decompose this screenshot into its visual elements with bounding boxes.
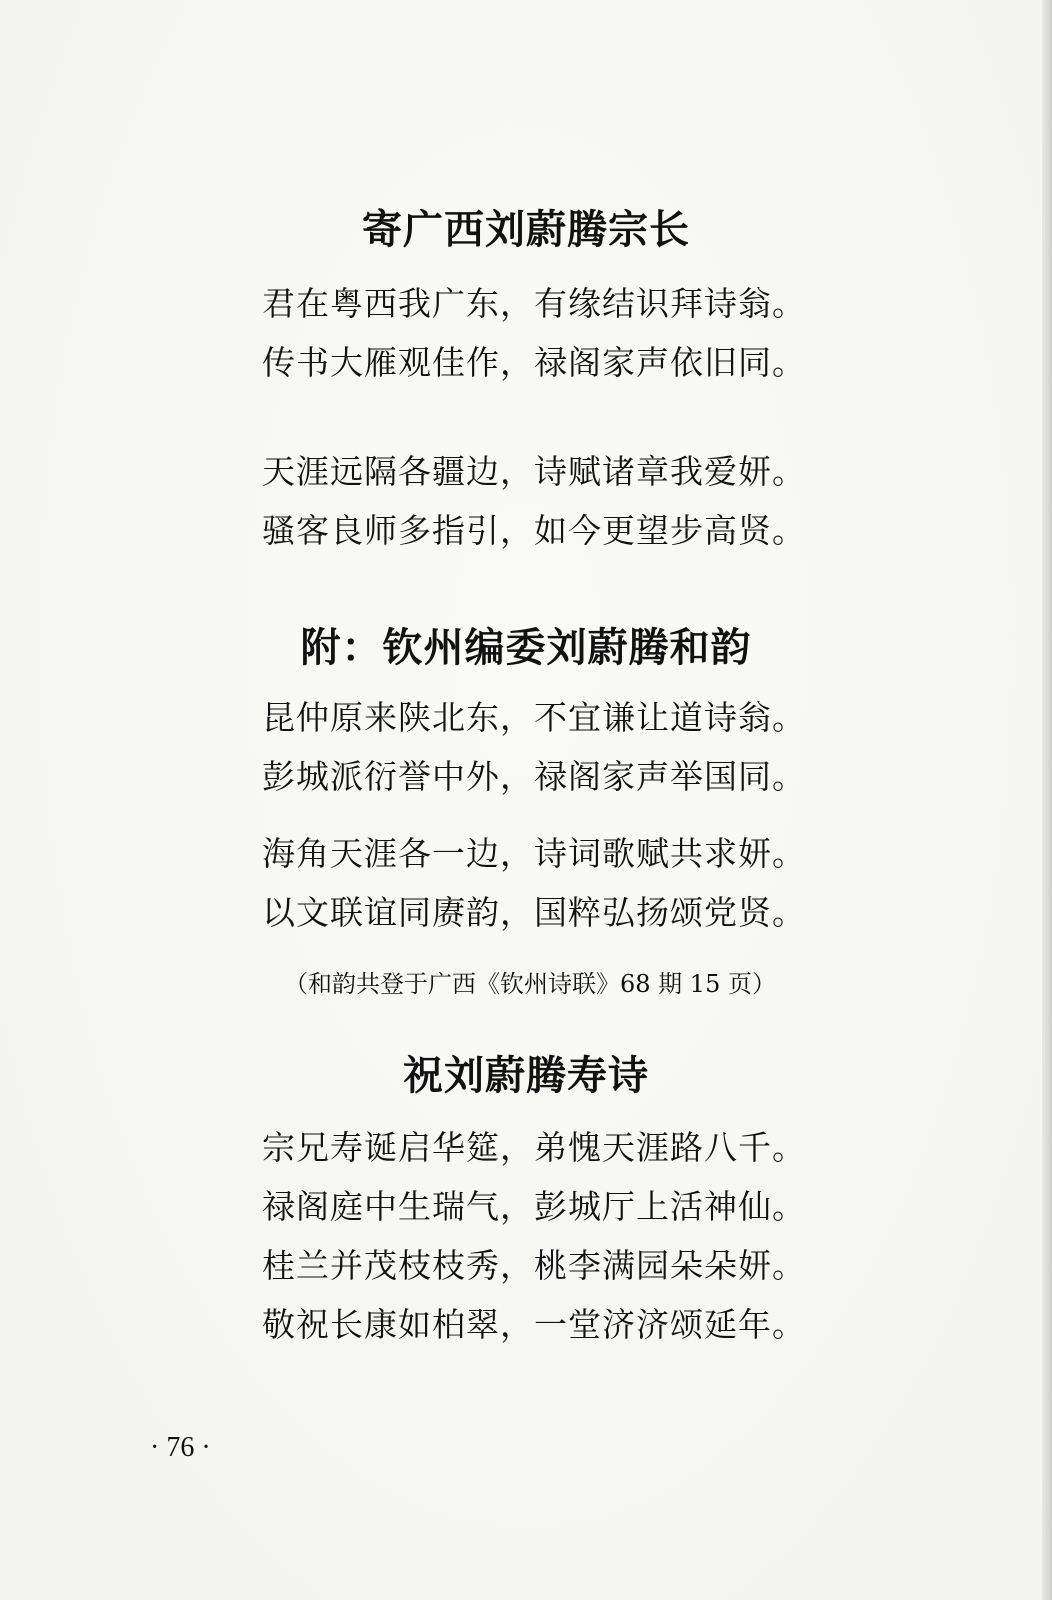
poem-3-stanza-1 bbox=[262, 1118, 1042, 1354]
poem-title-1: 寄广西刘蔚腾宗长 bbox=[362, 207, 690, 253]
verse-line: 昆仲原来陕北东，不宜谦让道诗翁。 bbox=[262, 698, 806, 737]
poem-title-2: 附：钦州编委刘蔚腾和韵 bbox=[300, 625, 752, 671]
page-number: · 76 · bbox=[150, 1432, 211, 1463]
verse-line: 禄阁庭中生瑞气，彭城厅上活神仙。 bbox=[262, 1187, 806, 1226]
verse-line: 敬祝长康如柏翠，一堂济济颂延年。 bbox=[262, 1305, 806, 1344]
verse-line: 宗兄寿诞启华筵，弟愧天涯路八千。 bbox=[262, 1128, 806, 1167]
verse-line: 桂兰并茂枝枝秀，桃李满园朵朵妍。 bbox=[262, 1246, 806, 1285]
poem-title-3: 祝刘蔚腾寿诗 bbox=[403, 1053, 649, 1099]
verse-line: 天涯远隔各疆边，诗赋诸章我爱妍。 bbox=[262, 452, 806, 491]
verse-line: 君在粤西我广东，有缘结识拜诗翁。 bbox=[262, 284, 806, 323]
verse-line: 传书大雁观佳作，禄阁家声依旧同。 bbox=[262, 343, 806, 382]
verse-line: 彭城派衍誉中外，禄阁家声举国同。 bbox=[262, 757, 806, 796]
publication-note: （和韵共登于广西《钦州诗联》68 期 15 页） bbox=[284, 970, 776, 998]
poem-2-stanza-1 bbox=[262, 688, 1042, 806]
poem-2-stanza-2 bbox=[262, 824, 1042, 942]
poem-1-stanza-2 bbox=[262, 442, 1042, 560]
verse-line: 以文联谊同赓韵，国粹弘扬颂党贤。 bbox=[262, 893, 806, 932]
poem-1-stanza-1 bbox=[262, 274, 1042, 392]
verse-line: 骚客良师多指引，如今更望步高贤。 bbox=[262, 511, 806, 550]
verse-line: 海角天涯各一边，诗词歌赋共求妍。 bbox=[262, 834, 806, 873]
